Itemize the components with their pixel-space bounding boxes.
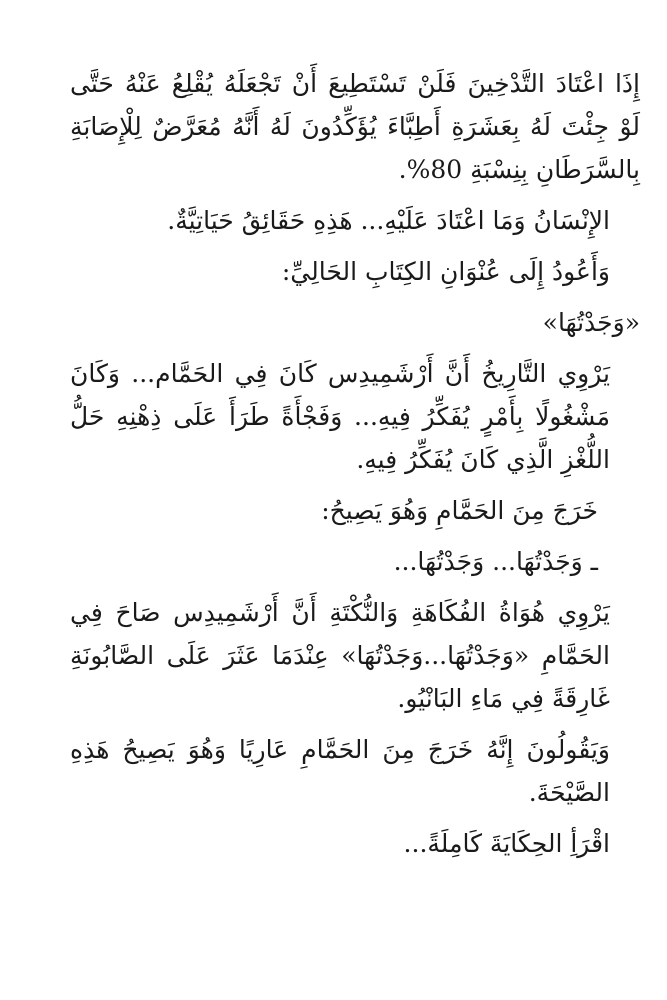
paragraph-naked: وَيَقُولُونَ إِنَّهُ خَرَجَ مِنَ الحَمَّامِ عَارِيًا وَهُوَ يَصِيحُ هَذِهِ الصَّيْحَةَ. bbox=[70, 735, 610, 807]
paragraph-read-full-story: اقْرَأِ الحِكَايَةَ كَامِلَةً... bbox=[403, 829, 610, 858]
paragraph-left-bath: خَرَجَ مِنَ الحَمَّامِ وَهُوَ يَصِيحُ: bbox=[321, 496, 598, 525]
paragraph-smoking: إِذَا اعْتَادَ التَّدْخِينَ فَلَنْ تَسْتَطِيعَ أَنْ تَجْعَلَهُ يُقْلِعُ عَنْهُ حَتَّى لَوْ جِئْتَ لَهُ بِعَشَرَةِ أَطِبَّاءَ يُؤَكِّدُونَ لَهُ أَنَّهُ مُعَرَّضٌ لِلْإِصَابَةِ بِالسَّرَطَانِ بِنِسْبَةِ 80%. bbox=[70, 69, 640, 184]
paragraph-archimedes-story: يَرْوِي التَّارِيخُ أَنَّ أَرْشَمِيدِس كَانَ فِي الحَمَّام... وَكَانَ مَشْغُولًا بِأَمْرٍ يُفَكِّرُ فِيهِ... وَفَجْأَةً طَرَأَ عَلَى ذِهْنِهِ حَلُّ اللُّغْزِ الَّذِي كَانَ يُفَكِّرُ فِيهِ. bbox=[70, 359, 610, 474]
paragraph-human-habits: الإِنْسَانُ وَمَا اعْتَادَ عَلَيْهِ... هَذِهِ حَقَائِقُ حَيَاتِيَّةٌ. bbox=[167, 206, 610, 235]
paragraph-back-to-title: وَأَعُودُ إِلَى عُنْوَانِ الكِتَابِ الحَالِيِّ: bbox=[281, 257, 610, 286]
paragraph-title-quote: «وَجَدْتُهَا» bbox=[542, 308, 640, 337]
book-page-text bbox=[70, 62, 640, 873]
paragraph-eureka-shout: ـ وَجَدْتُهَا... وَجَدْتُهَا... bbox=[393, 547, 598, 576]
paragraph-humor-version: يَرْوِي هُوَاةُ الفُكَاهَةِ وَالنُّكْتَةِ أَنَّ أَرْشَمِيدِس صَاحَ فِي الحَمَّامِ «وَجَدْتُهَا...وَجَدْتُهَا» عِنْدَمَا عَثَرَ عَلَى الصَّابُونَةِ غَارِقَةً فِي مَاءِ البَانْيُو. bbox=[70, 598, 610, 713]
